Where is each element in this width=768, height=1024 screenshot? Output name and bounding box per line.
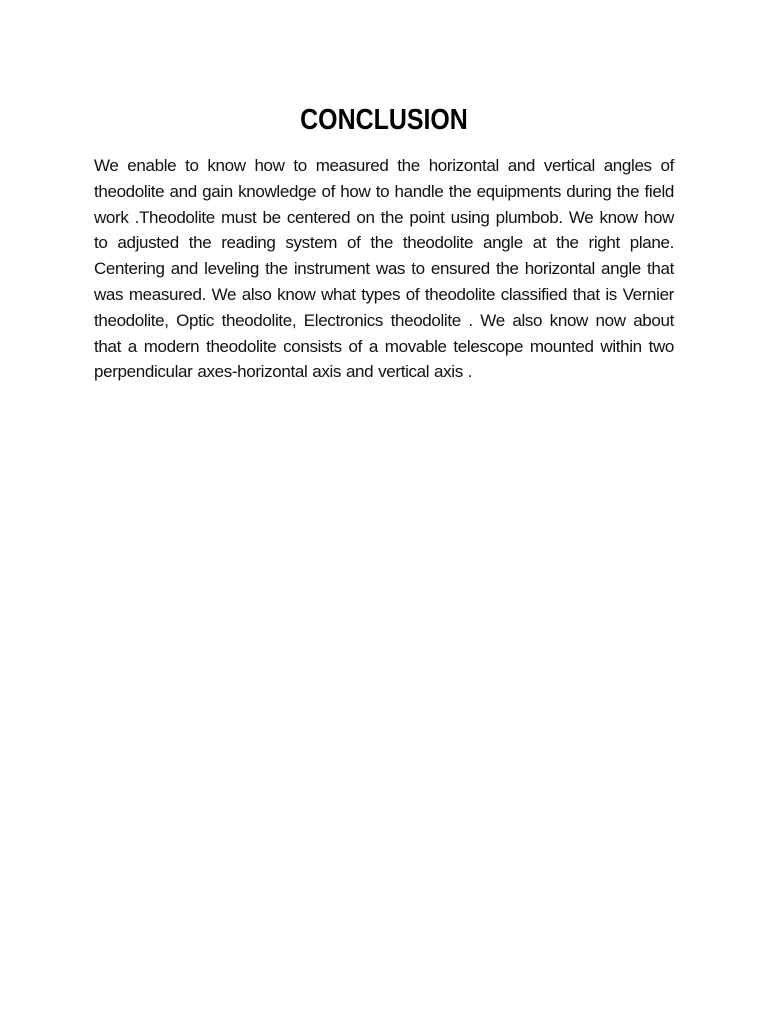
page-title: CONCLUSION	[300, 104, 468, 136]
conclusion-paragraph: We enable to know how to measured the horizontal and vertical angles of theodolite and gain knowledge of how to handle the equipments during the field work .Theodolite must be centered on the point using plumbob. We know how to adjusted the reading system of the theodolite angle at the right plane. Centering and leveling the instrument was to ensured the horizontal angle that was measured. We also know what types of theodolite classified that is Vernier theodolite, Optic theodolite, Electronics theodolite . We also know now about that a modern theodolite consists of a movable telescope mounted within two perpendicular axes-horizontal axis and vertical axis .	[94, 156, 674, 382]
